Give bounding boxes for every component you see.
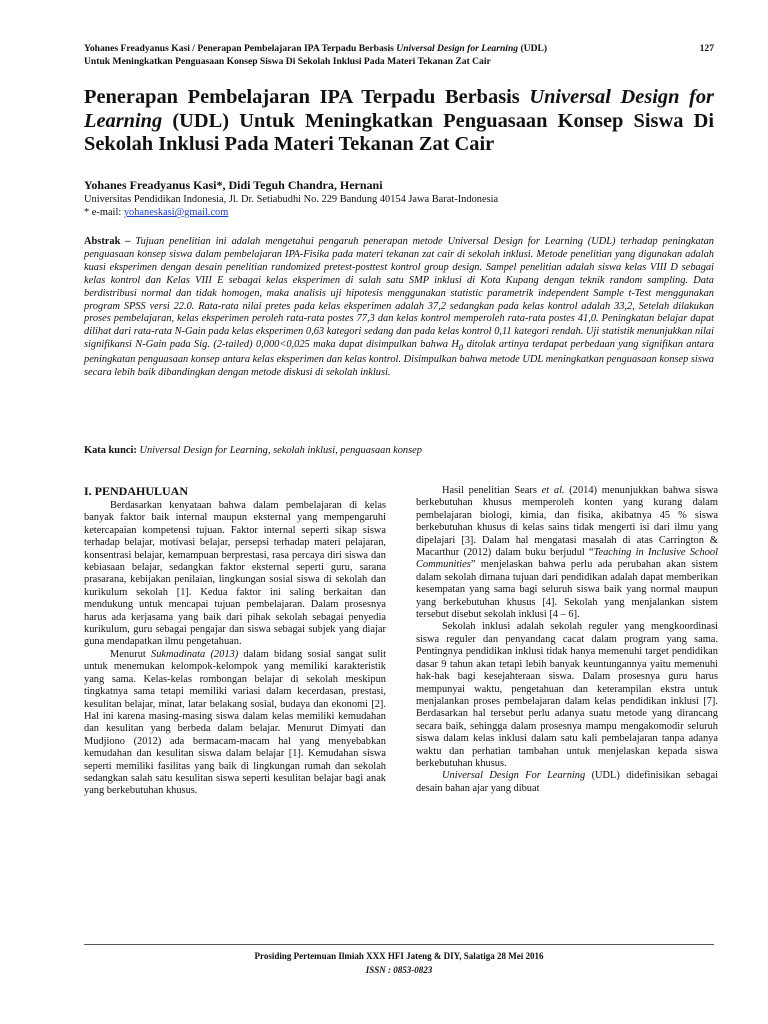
paragraph: Universal Design For Learning (UDL) didefinisikan sebagai desain bahan ajar yang dibuat xyxy=(416,770,718,794)
running-head-line2: Untuk Meningkatkan Penguasaan Konsep Siswa Di Sekolah Inklusi Pada Materi Tekanan Zat Cair xyxy=(84,56,491,67)
paragraph: Hasil penelitian Sears et al. (2014) menunjukkan bahwa siswa berkebutuhan khusus memperoleh konten yang kurang dalam pembelajaran biologi, kimia, dan fisika, akibatnya 45 % siswa berkebutuhan khusus di kelas sains tidak mengerti isi dari ilmu yang dipelajari [3]. Dalam hal mengatasi masalah di atas Carrington & Macarthur (2012) dalam buku berjudul “Teaching in Inclusive School Communities” menjelaskan bahwa perlu ada perubahan akan sistem dalam sekolah dimana tujuan dari pendidikan adalah dapat memberikan kesempatan yang sama bagi seluruh siswa baik yang normal maupun yang berkebutuhan khusus [4]. Sekolah yang menjalankan sistem tersebut disebut sekolah inklusi [4 – 6]. xyxy=(416,485,718,621)
abstract xyxy=(84,236,714,380)
section-heading: I. PENDAHULUAN xyxy=(84,484,189,498)
column-right xyxy=(416,485,718,795)
keywords-text: Universal Design for Learning, sekolah inklusi, penguasaan konsep xyxy=(139,445,422,456)
affiliation: Universitas Pendidikan Indonesia, Jl. Dr. Setiabudhi No. 229 Bandung 40154 Jawa Barat-Indonesia xyxy=(84,194,499,205)
issn: ISSN : 0853-0823 xyxy=(365,965,433,975)
abstract-text: Tujuan penelitian ini adalah mengetahui pengaruh penerapan metode Universal Design for Learning (UDL) terhadap peningkatan penguasaan konsep siswa dalam pembelajaran IPA-Fisika pada materi tekanan zat cair di sekolah inklusi. Metode penelitian yang digunakan adalah kuasi eksperimen dengan desain penelitian randomized pretest-posttest kontrol group design. Sampel penelitian adalah siswa kelas VIII D sebagai kelas kontrol dan Kelas VIII E sebagai kelas eksperimen di salah satu SMP inklusi di Kota Kupang dengan teknik random sampling. Data berdistribusi normal dan tidak homogen, maka analisis uji hipotesis menggunakan statistic parametrik independent Sample t-Test menggunakan program SPSS versi 22.0. Rata-rata nilai pretes pada kelas eksperimen adalah 37,2 sedangkan pada kelas kontrol adalah 33,2, Setelah dilakukan proses pembelajaran, kelas eksperimen peroleh rata-rata postes 77,3 dan kelas kontrol memperoleh rata-rata postes 41,0. Peningkatan belajar dapat dilihat dari rata-rata N-Gain pada kelas eksperimen 0,63 kategori sedang dan pada kelas kontrol 0,11 kategori rendah. Uji statistik menunjukkan nilai signifikansi N-Gain pada Sig. (2-tailed) 0,000<0,025 maka dapat disimpulkan bahwa $H_0$ ditolak artinya terdapat perbedaan yang signifikan antara peningkatan penguasaan konsep antara kelas eksperimen dan kelas kontrol. Disimpulkan bahwa metode UDL meningkatkan penguasaan konsep siswa secara lebih baik dibandingkan dengan metode diskusi di sekolah inklusi. xyxy=(84,236,715,379)
abstract-label: Abstrak – xyxy=(84,236,136,247)
paragraph: Berdasarkan kenyataan bahwa dalam pembelajaran di kelas banyak faktor baik internal maupun eksternal yang mempengaruhi ketercapaian kompetensi tujuan. Faktor internal seperti sikap siswa terhadap belajar, motivasi belajar, persepsi terhadap materi pelajaran, konsentrasi belajar, kemampuan berprestasi, rasa percaya diri siswa dan kebiasaan belajar, sedangkan faktor eksternal seperti guru, sarana prasarana, kebijakan penilaian, lingkungan sosial siswa di sekolah dan kurikulum sekolah [1]. Kedua faktor ini saling berkaitan dan mendukung untuk mencapai tujuan pembelajaran. Dalam prosesnya harus ada kerjasama yang baik dari pihak sekolah sebagai penyedia kurikulum, guru sebagai pengajar dan siswa sebagai subjek yang diajar guna mendapatkan ilmu pengetahuan. xyxy=(84,500,386,648)
page-footer xyxy=(84,949,714,977)
keywords-label: Kata kunci: xyxy=(84,445,140,456)
email-link[interactable]: yohaneskasi@gmail.com xyxy=(123,207,229,218)
conference-name: Prosiding Pertemuan Ilmiah XXX HFI Jateng & DIY, Salatiga 28 Mei 2016 xyxy=(254,951,544,961)
paper-title: Penerapan Pembelajaran IPA Terpadu Berbasis Universal Design for Learning (UDL) Untuk Meningkatkan Penguasaan Konsep Siswa Di Sekolah Inklusi Pada Materi Tekanan Zat Cair xyxy=(84,86,714,155)
footer-divider xyxy=(84,944,714,945)
running-head-line1: Yohanes Freadyanus Kasi / Penerapan Pembelajaran IPA Terpadu Berbasis Universal Design for Learning (UDL) xyxy=(84,43,548,54)
page-number: 127 xyxy=(699,43,714,54)
paragraph: Menurut Sukmadinata (2013) dalam bidang sosial sangat sulit untuk menemukan kelompok-kelompok yang memiliki karakteristik yang sama. Kelas-kelas rombongan belajar di sekolah meskipun tingkatnya sama tetapi memiliki variasi dalam kecerdasan, prestasi, kesulitan belajar, minat, latar belakang sosial, budaya dan ekonomi [2]. Hal ini karena masing-masing siswa dalam kelas memiliki kemudahan dan kesulitan yang berbeda dalam belajar. Menurut Dimyati dan Mudjiono (2012) ada bermacam-macam hal yang menyebabkan kemudahan dan kesulitan siswa dalam belajar [1]. Kemudahan siswa seperti memiliki fasilitas yang baik di lingkungan rumah dan sekolah sedangkan salah satu kesulitan siswa seperti kesulitan belajar bagi anak yang berkebutuhan khusus. xyxy=(84,648,386,797)
author-list: Yohanes Freadyanus Kasi*, Didi Teguh Chandra, Hernani xyxy=(84,178,383,192)
email-label: * e-mail: xyxy=(84,207,124,218)
paragraph: Sekolah inklusi adalah sekolah reguler yang mengkoordinasi siswa reguler dan penyandang cacat dalam program yang sama. Pentingnya pendidikan inklusi tidak hanya memenuhi target pendidikan dasar 9 tahun akan tetapi lebih banyak keuntungannya yaitu memenuhi hak-hak bagi kesejahteraan siswa. Dalam prosesnya guru harus mempunyai waktu, pengetahuan dan keterampilan ekstra untuk menjalankan proses pembelajaran dalam kelas pendidikan inklusi [7]. Berdasarkan hal tersebut perlu adanya suatu metode yang dirancang secara baik, sehingga dalam prosesnya mampu mengakomodir seluruh siswa dalam kelas inklusi dalam satu kali pembelajaran tanpa adanya waktu dan perhatian tambahan untuk menjelaskan kepada siswa berkebutuhan khusus. xyxy=(416,621,718,769)
email-line xyxy=(84,206,714,219)
column-left xyxy=(84,484,386,798)
keywords xyxy=(84,444,714,457)
running-head xyxy=(84,42,714,68)
